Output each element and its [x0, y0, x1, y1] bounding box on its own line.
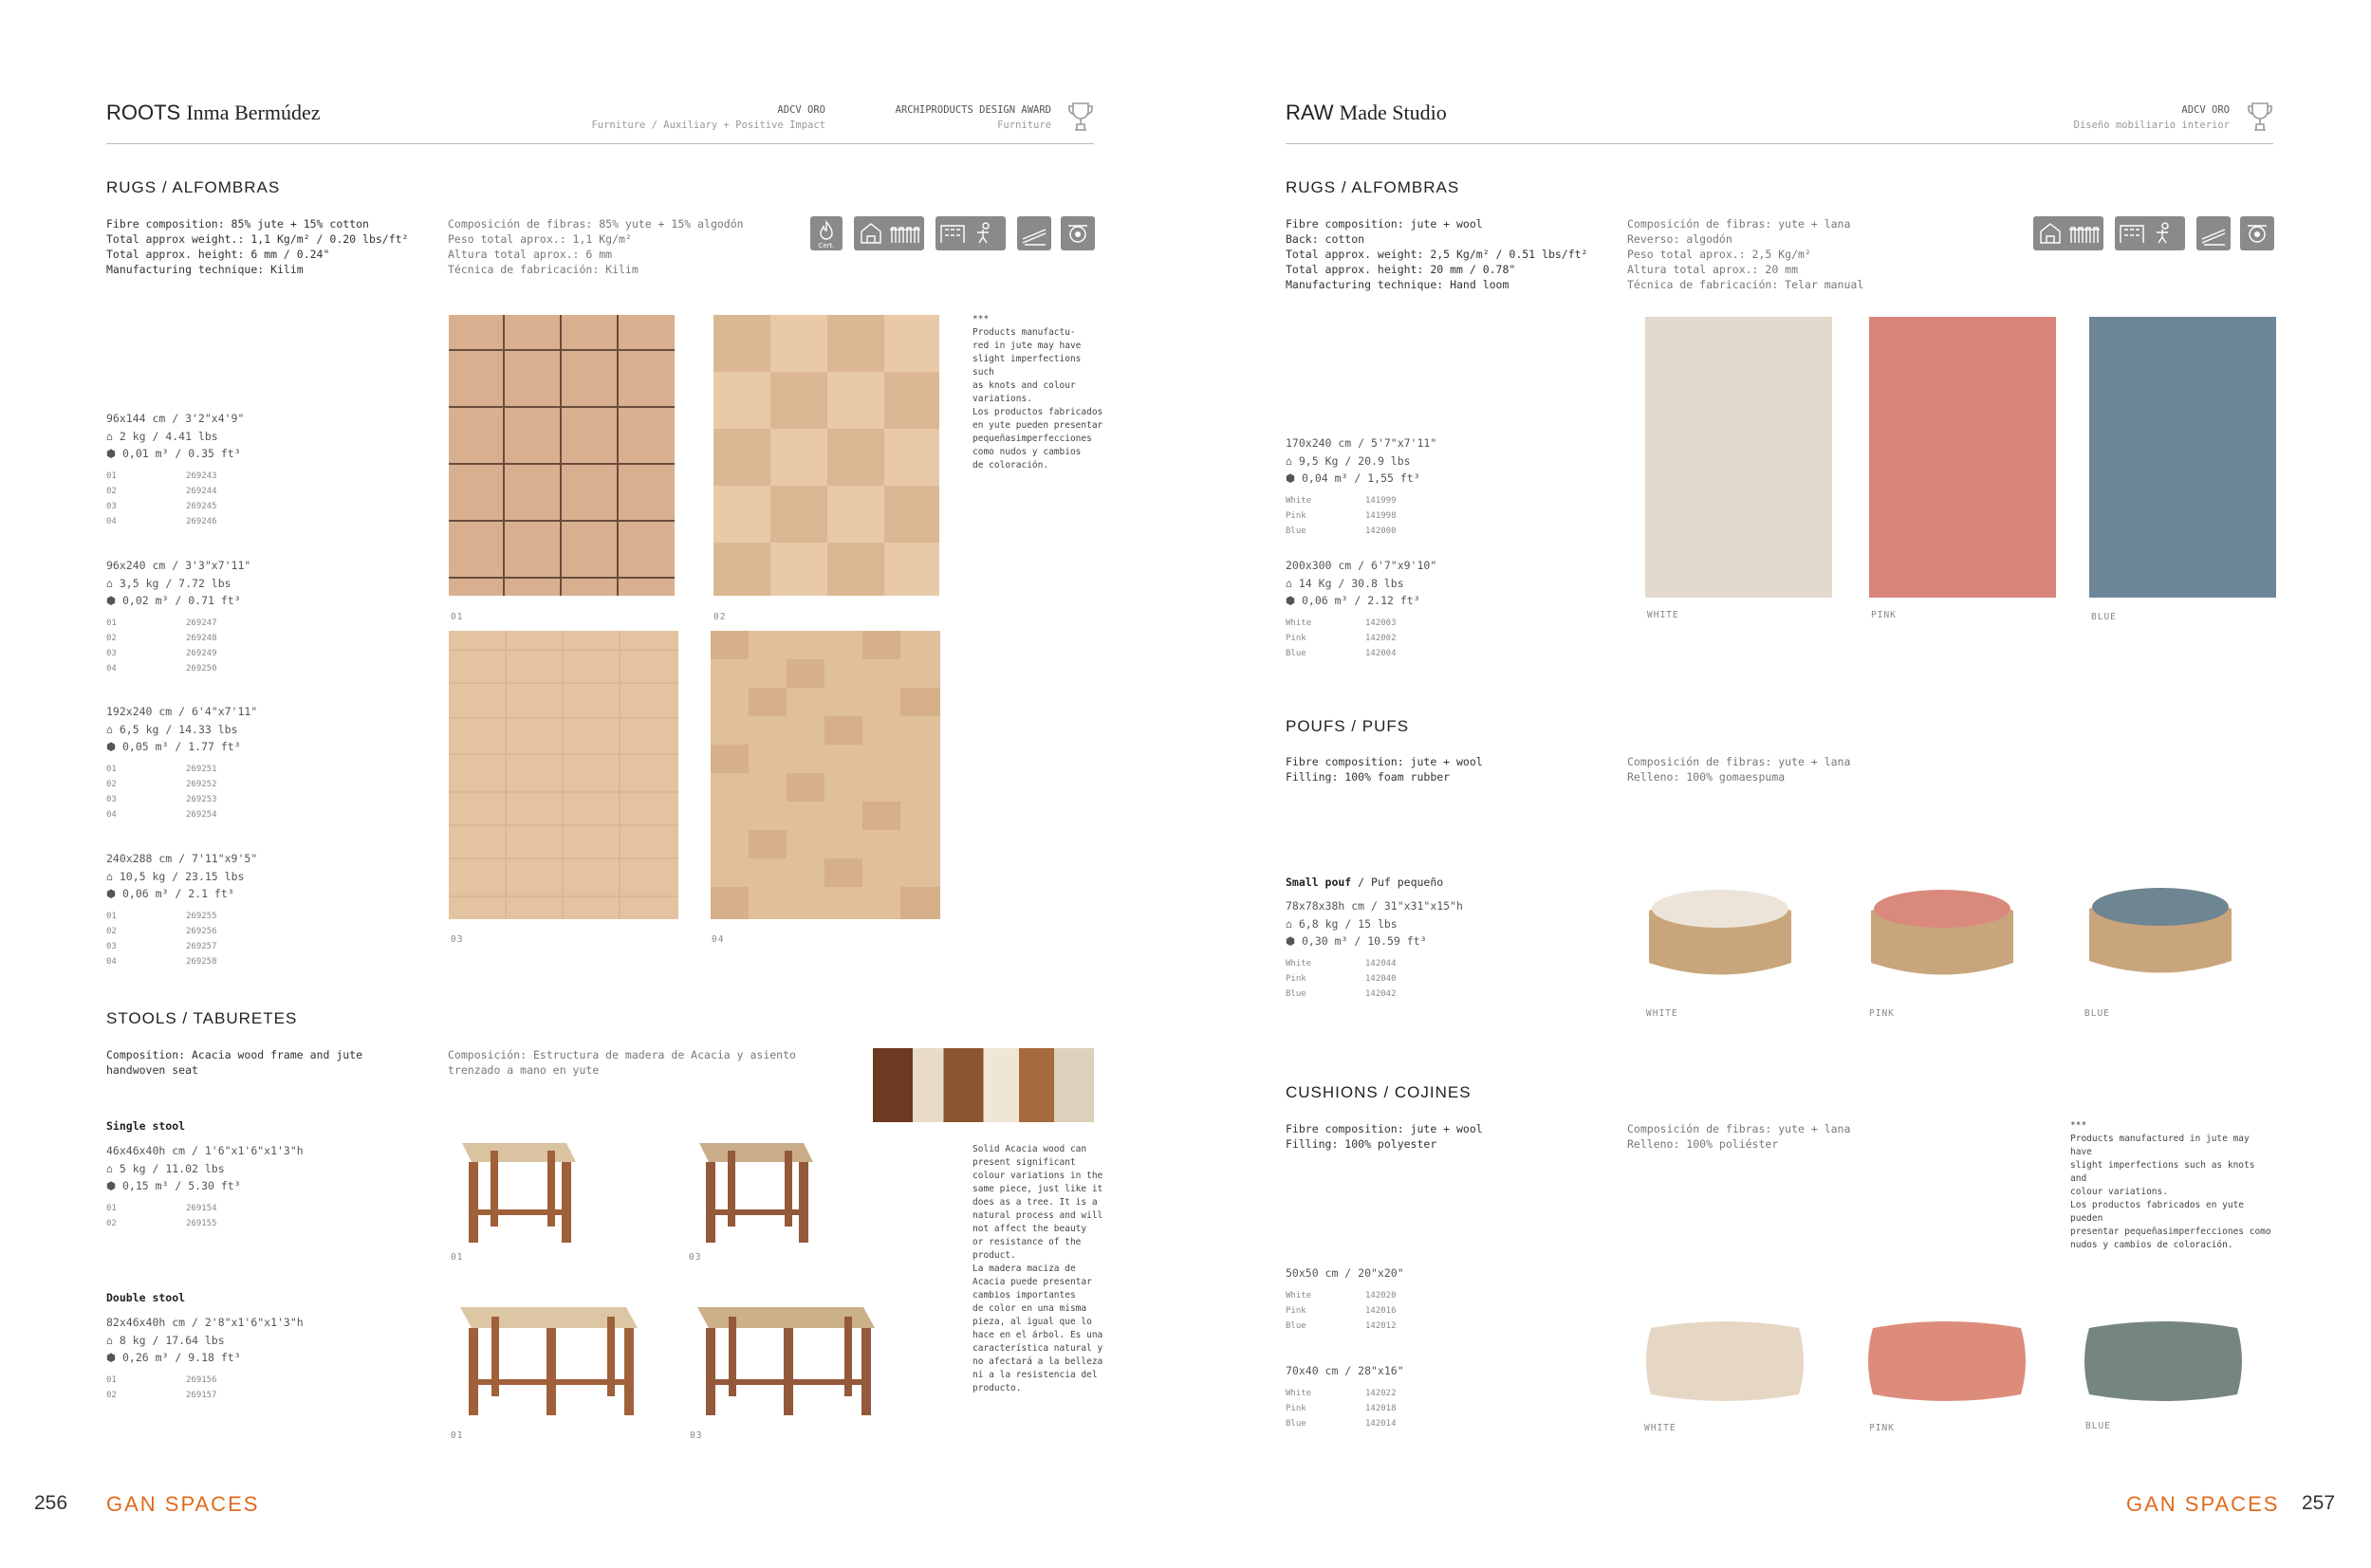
right-designer: Made Studio	[1339, 101, 1447, 124]
code-row: White 142003	[1286, 618, 1397, 628]
wood-detail-image	[873, 1048, 1094, 1122]
award-subtitle: Furniture	[997, 120, 1051, 131]
note-line: Solid Acacia wood can	[972, 1144, 1087, 1154]
code-row: 03 269253	[106, 794, 217, 804]
weight-icon: ⌂	[106, 869, 113, 883]
size-weight: 10,5 kg / 23.15 lbs	[119, 869, 245, 883]
stool-label: 01	[451, 1430, 464, 1441]
left-rug-size-2	[106, 557, 250, 676]
size-dimensions: 70x40 cm / 28"x16"	[1286, 1364, 1404, 1377]
trophy-icon	[1067, 101, 1094, 133]
product-name: Double stool	[106, 1291, 186, 1304]
weight-icon: ⌂	[106, 1333, 113, 1347]
note-line: present significant	[972, 1157, 1076, 1168]
single-stool-image-01	[448, 1124, 581, 1247]
rug-label: 02	[713, 612, 727, 622]
note-line: variations.	[972, 394, 1032, 404]
product-name-es: Puf pequeño	[1371, 876, 1444, 889]
section-title: RUGS	[1286, 178, 1337, 196]
spec-line: Total approx. weight: 2,5 Kg/m² / 0.51 lbs/ft²	[1286, 248, 1588, 261]
vacuum-icon	[1017, 216, 1051, 250]
code-row: 02 269252	[106, 779, 217, 789]
cushion-size-1	[1286, 1264, 1404, 1334]
note-line: como nudos y cambios	[972, 447, 1082, 457]
section-title: RUGS	[106, 178, 157, 196]
spec-line: Altura total aprox.: 6 mm	[448, 248, 613, 261]
section-title: STOOLS	[106, 1009, 177, 1027]
cushion-size-2	[1286, 1362, 1404, 1431]
size-dimensions: 82x46x40h cm / 2'8"x1'6"x1'3"h	[106, 1316, 304, 1329]
pouf-white-image	[1639, 873, 1801, 987]
cushions-spec-es	[1627, 1121, 1850, 1152]
note-line: colour variations in the	[972, 1171, 1103, 1181]
commercial-use-icon	[2115, 216, 2185, 250]
color-label: BLUE	[2084, 1008, 2110, 1019]
size-dimensions: 96x144 cm / 3'2"x4'9"	[106, 412, 245, 425]
stools-note	[972, 1143, 1105, 1395]
note-line: colour variations.	[2070, 1187, 2168, 1197]
code-row: Blue 142042	[1286, 988, 1397, 999]
left-header-title	[106, 101, 320, 125]
double-stool-image-01	[446, 1288, 645, 1421]
right-header-title	[1286, 101, 1447, 125]
poufs-spec-es	[1627, 754, 1850, 784]
size-weight: 3,5 kg / 7.72 lbs	[119, 576, 232, 590]
stool-label: 03	[690, 1430, 703, 1441]
note-line: característica natural y	[972, 1343, 1103, 1354]
color-label: WHITE	[1646, 1008, 1678, 1019]
section-title-es: ALFOMBRAS	[172, 178, 281, 196]
box-icon: ⬢	[1286, 471, 1296, 485]
note-line: producto.	[972, 1383, 1022, 1393]
color-label: PINK	[1869, 1423, 1895, 1433]
size-weight: 9,5 Kg / 20.9 lbs	[1298, 453, 1411, 468]
code-row: 01 269154	[106, 1203, 217, 1213]
note-line: as knots and colour	[972, 380, 1076, 391]
spec-line: handwoven seat	[106, 1063, 198, 1077]
indoor-outdoor-icon	[854, 216, 924, 250]
note-line: nudos y cambios de coloración.	[2070, 1240, 2233, 1250]
spec-line: Filling: 100% polyester	[1286, 1137, 1437, 1151]
right-rugs-title: RUGS / ALFOMBRAS	[1286, 178, 1460, 196]
right-award-1	[1964, 102, 2230, 133]
weight-icon: ⌂	[1286, 576, 1292, 590]
single-stool-image-03	[685, 1124, 818, 1247]
code-row: 01 269243	[106, 470, 217, 481]
spec-line: Fibre composition: 85% jute + 15% cotton	[106, 217, 369, 231]
code-row: Blue 142004	[1286, 648, 1397, 658]
code-row: 02 269248	[106, 633, 217, 643]
note-line: pieza, al igual que lo	[972, 1317, 1092, 1327]
note-mark: ***	[2070, 1120, 2087, 1131]
weight-icon: ⌂	[106, 1161, 113, 1175]
spec-line: Composición de fibras: yute + lana	[1627, 217, 1851, 231]
left-award-1	[560, 102, 825, 133]
raw-rug-blue-image	[2089, 317, 2276, 598]
code-row: 04 269254	[106, 809, 217, 820]
note-line: ni a la resistencia del	[972, 1370, 1098, 1380]
size-volume: 0,30 m³ / 10.59 ft³	[1301, 934, 1427, 948]
spec-line: Técnica de fabricación: Kilim	[448, 263, 639, 276]
size-volume: 0,15 m³ / 5.30 ft³	[121, 1179, 241, 1192]
code-row: Pink 142002	[1286, 633, 1397, 643]
note-line: en yute pueden presentar	[972, 420, 1103, 431]
spec-line: Composición de fibras: 85% yute + 15% algodón	[448, 217, 744, 231]
single-stool-block	[106, 1119, 304, 1231]
box-icon: ⬢	[106, 887, 117, 900]
right-rugs-spec-en	[1286, 216, 1588, 292]
page-number-right: 257	[2302, 1492, 2336, 1514]
size-weight: 2 kg / 4.41 lbs	[119, 429, 218, 443]
washing-icon	[1061, 216, 1095, 250]
code-row: Pink 142018	[1286, 1403, 1397, 1413]
cushions-spec-en	[1286, 1121, 1483, 1152]
section-title: CUSHIONS	[1286, 1083, 1379, 1101]
note-line: Acacia puede presentar	[972, 1277, 1092, 1287]
rug-image-03	[449, 631, 678, 919]
weight-icon: ⌂	[106, 429, 113, 443]
note-line: or resistance of the	[972, 1237, 1082, 1247]
stool-label: 03	[689, 1252, 702, 1263]
spec-line: Total approx. height: 6 mm / 0.24"	[106, 248, 330, 261]
size-weight: 6,5 kg / 14.33 lbs	[119, 722, 238, 736]
spec-line: Fibre composition: jute + wool	[1286, 1122, 1483, 1135]
color-label: PINK	[1871, 610, 1897, 620]
product-name: Single stool	[106, 1119, 186, 1133]
rug-image-02	[713, 315, 939, 596]
commercial-use-icon	[935, 216, 1006, 250]
note-line: Products manufactu-	[972, 327, 1076, 338]
spec-line: Composición: Estructura de madera de Acacia y asiento	[448, 1048, 796, 1061]
code-row: Pink 142040	[1286, 973, 1397, 984]
note-line: natural process and will	[972, 1210, 1103, 1221]
box-icon: ⬢	[106, 1179, 117, 1192]
spec-line: Total approx weight.: 1,1 Kg/m² / 0.20 lbs/ft²	[106, 232, 409, 246]
section-title-es: ALFOMBRAS	[1351, 178, 1460, 196]
spec-line: Manufacturing technique: Kilim	[106, 263, 304, 276]
stools-spec-es	[448, 1047, 796, 1078]
pouf-blue-image	[2080, 871, 2241, 985]
rug-image-01	[449, 315, 675, 596]
award-title: ADCV ORO	[2181, 104, 2230, 116]
size-volume: 0,06 m³ / 2.1 ft³	[121, 887, 234, 900]
size-dimensions: 46x46x40h cm / 1'6"x1'6"x1'3"h	[106, 1144, 304, 1157]
code-row: Blue 142000	[1286, 526, 1397, 536]
note-line: no afectará a la belleza	[972, 1356, 1103, 1367]
double-stool-block	[106, 1291, 304, 1403]
color-label: WHITE	[1644, 1423, 1676, 1433]
left-designer: Inma Bermúdez	[186, 101, 321, 124]
box-icon: ⬢	[106, 594, 117, 607]
spec-line: Composición de fibras: yute + lana	[1627, 755, 1851, 768]
award-title: ARCHIPRODUCTS DESIGN AWARD	[895, 104, 1051, 116]
left-header-rule	[106, 143, 1094, 144]
size-weight: 5 kg / 11.02 lbs	[119, 1161, 225, 1175]
spec-line: Back: cotton	[1286, 232, 1365, 246]
size-dimensions: 170x240 cm / 5'7"x7'11"	[1286, 436, 1437, 450]
left-rugs-note	[972, 313, 1105, 472]
footer-brand-left: GAN SPACES	[106, 1492, 260, 1516]
award-subtitle: Diseño mobiliario interior	[2073, 120, 2230, 131]
code-row: 02 269256	[106, 926, 217, 936]
size-volume: 0,01 m³ / 0.35 ft³	[121, 447, 241, 460]
stools-title: STOOLS / TABURETES	[106, 1009, 298, 1027]
washing-icon	[2240, 216, 2274, 250]
note-line: pequeñasimperfecciones	[972, 434, 1092, 444]
left-rug-size-3	[106, 703, 257, 822]
size-dimensions: 192x240 cm / 6'4"x7'11"	[106, 705, 258, 718]
cushion-white-image	[1639, 1309, 1810, 1413]
spec-line: Filling: 100% foam rubber	[1286, 770, 1451, 784]
color-label: WHITE	[1647, 610, 1679, 620]
note-line: Products manufactured in jute may have	[2070, 1134, 2250, 1157]
note-line: cambios importantes	[972, 1290, 1076, 1301]
rug-label: 01	[451, 612, 464, 622]
code-row: 01 269156	[106, 1374, 217, 1385]
section-title-es: PUFS	[1361, 717, 1410, 735]
size-volume: 0,06 m³ / 2.12 ft³	[1301, 594, 1420, 607]
rug-label: 03	[451, 934, 464, 945]
right-header-rule	[1286, 143, 2273, 144]
left-brand: ROOTS	[106, 101, 181, 124]
note-mark: ***	[972, 314, 990, 324]
size-dimensions: 50x50 cm / 20"x20"	[1286, 1266, 1404, 1280]
size-dimensions: 240x288 cm / 7'11"x9'5"	[106, 852, 258, 865]
weight-icon: ⌂	[106, 722, 113, 736]
note-line: Los productos fabricados	[972, 407, 1103, 417]
spec-line: Composición de fibras: yute + lana	[1627, 1122, 1851, 1135]
double-stool-image-03	[683, 1288, 882, 1421]
rug-image-04	[711, 631, 940, 919]
icon-label: Cert.	[818, 242, 835, 249]
code-row: 01 269247	[106, 618, 217, 628]
size-dimensions: 96x240 cm / 3'3"x7'11"	[106, 559, 251, 572]
spec-line: Reverso: algodón	[1627, 232, 1732, 246]
cushion-pink-image	[1862, 1309, 2032, 1413]
code-row: Blue 142014	[1286, 1418, 1397, 1429]
spec-line: Composition: Acacia wood frame and jute	[106, 1048, 363, 1061]
raw-rug-pink-image	[1869, 317, 2056, 598]
code-row: 03 269249	[106, 648, 217, 658]
section-title: POUFS	[1286, 717, 1346, 735]
note-line: does as a tree. It is a	[972, 1197, 1098, 1208]
code-row: Blue 142012	[1286, 1320, 1397, 1331]
poufs-title: POUFS / PUFS	[1286, 717, 1410, 735]
code-row: 01 269251	[106, 764, 217, 774]
weight-icon: ⌂	[1286, 916, 1292, 931]
indoor-outdoor-icon	[2033, 216, 2103, 250]
spec-line: Manufacturing technique: Hand loom	[1286, 278, 1510, 291]
footer-brand-right: GAN SPACES	[2126, 1492, 2280, 1516]
spec-line: Peso total aprox.: 1,1 Kg/m²	[448, 232, 632, 246]
code-row: 03 269245	[106, 501, 217, 511]
note-line: slight imperfections such	[972, 354, 1082, 378]
box-icon: ⬢	[106, 740, 117, 753]
spec-line: Altura total aprox.: 20 mm	[1627, 263, 1799, 276]
size-weight: 14 Kg / 30.8 lbs	[1298, 576, 1404, 590]
right-rugs-spec-es	[1627, 216, 1863, 292]
cushion-blue-image	[2078, 1309, 2249, 1413]
size-volume: 0,02 m³ / 0.71 ft³	[121, 594, 241, 607]
raw-rug-white-image	[1645, 317, 1832, 598]
size-volume: 0,05 m³ / 1.77 ft³	[121, 740, 241, 753]
note-line: same piece, just like it	[972, 1184, 1103, 1194]
size-weight: 6,8 kg / 15 lbs	[1298, 916, 1398, 931]
product-name: Small pouf	[1286, 876, 1352, 889]
code-row: 04 269250	[106, 663, 217, 673]
small-pouf-block: Small pouf / Puf pequeño 78x78x38h cm / 31"x31"x15"h ⌂ 6,8 kg / 15 lbs ⬢ 0,30 m³ / 10.59 ft³ White 142044 Pink 142040 Blue 142042	[1286, 875, 1463, 1002]
page-number-left: 256	[34, 1492, 68, 1514]
stool-label: 01	[451, 1252, 464, 1263]
note-line: de coloración.	[972, 460, 1049, 470]
spec-line: Fibre composition: jute + wool	[1286, 217, 1483, 231]
size-dimensions: 200x300 cm / 6'7"x9'10"	[1286, 559, 1437, 572]
note-line: presentar pequeñasimperfecciones como	[2070, 1227, 2271, 1237]
code-row: 04 269258	[106, 956, 217, 967]
right-rug-size-1	[1286, 434, 1436, 539]
right-rug-size-2	[1286, 557, 1436, 661]
code-row: White 142044	[1286, 958, 1397, 968]
code-row: 03 269257	[106, 941, 217, 951]
code-row: Pink 142016	[1286, 1305, 1397, 1316]
left-rugs-spec-en	[106, 216, 409, 277]
note-line: Los productos fabricados en yute pueden	[2070, 1200, 2245, 1224]
left-rugs-title: RUGS / ALFOMBRAS	[106, 178, 281, 196]
spec-line: Total approx. height: 20 mm / 0.78"	[1286, 263, 1516, 276]
pouf-pink-image	[1862, 873, 2023, 987]
color-label: BLUE	[2091, 612, 2117, 622]
spec-line: Fibre composition: jute + wool	[1286, 755, 1483, 768]
code-row: 02 269155	[106, 1218, 217, 1228]
spec-line: trenzado a mano en yute	[448, 1063, 600, 1077]
color-label: PINK	[1869, 1008, 1895, 1019]
spec-line: Técnica de fabricación: Telar manual	[1627, 278, 1864, 291]
note-line: slight imperfections such as knots and	[2070, 1160, 2255, 1184]
code-row: 04 269246	[106, 516, 217, 526]
color-label: BLUE	[2085, 1421, 2111, 1431]
box-icon: ⬢	[1286, 934, 1296, 948]
code-row: 01 269255	[106, 911, 217, 921]
code-row: 02 269157	[106, 1390, 217, 1400]
vacuum-icon	[2196, 216, 2231, 250]
award-title: ADCV ORO	[777, 104, 825, 116]
left-award-2	[835, 102, 1051, 133]
spec-line: Relleno: 100% gomaespuma	[1627, 770, 1786, 784]
left-rug-size-4	[106, 850, 257, 969]
note-line: hace en el árbol. Es una	[972, 1330, 1103, 1340]
size-volume: 0,26 m³ / 9.18 ft³	[121, 1351, 241, 1364]
spec-line: Peso total aprox.: 2,5 Kg/m²	[1627, 248, 1811, 261]
poufs-spec-en	[1286, 754, 1483, 784]
box-icon: ⬢	[1286, 594, 1296, 607]
box-icon: ⬢	[106, 1351, 117, 1364]
note-line: La madera maciza de	[972, 1264, 1076, 1274]
weight-icon: ⌂	[106, 576, 113, 590]
weight-icon: ⌂	[1286, 453, 1292, 468]
section-title-es: TABURETES	[193, 1009, 298, 1027]
spec-line: Relleno: 100% poliéster	[1627, 1137, 1779, 1151]
size-volume: 0,04 m³ / 1,55 ft³	[1301, 471, 1420, 485]
note-line: red in jute may have	[972, 341, 1082, 351]
rug-label: 04	[712, 934, 725, 945]
left-rug-size-1	[106, 410, 244, 529]
code-row: White 142022	[1286, 1388, 1397, 1398]
code-row: 02 269244	[106, 486, 217, 496]
size-weight: 8 kg / 17.64 lbs	[119, 1333, 225, 1347]
stools-spec-en	[106, 1047, 362, 1078]
left-rugs-spec-es	[448, 216, 744, 277]
code-row: Pink 141998	[1286, 510, 1397, 521]
trophy-icon	[2247, 101, 2273, 133]
section-title-es: COJINES	[1394, 1083, 1472, 1101]
code-row: White 141999	[1286, 495, 1397, 506]
box-icon: ⬢	[106, 447, 117, 460]
right-brand: RAW	[1286, 101, 1334, 124]
cushions-note	[2070, 1119, 2274, 1252]
note-line: de color en una misma	[972, 1303, 1087, 1314]
note-line: product.	[972, 1250, 1016, 1261]
award-subtitle: Furniture / Auxiliary + Positive Impact	[591, 120, 825, 131]
fire-cert-icon	[810, 216, 843, 250]
cushions-title: CUSHIONS / COJINES	[1286, 1083, 1472, 1101]
size-dimensions: 78x78x38h cm / 31"x31"x15"h	[1286, 899, 1463, 913]
code-row: White 142020	[1286, 1290, 1397, 1301]
note-line: not affect the beauty	[972, 1224, 1087, 1234]
